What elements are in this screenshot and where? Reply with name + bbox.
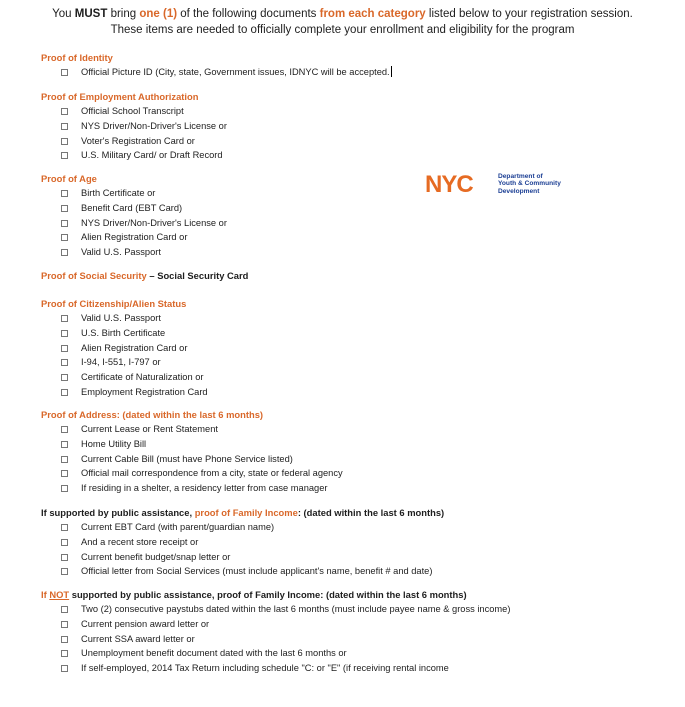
checkbox-icon[interactable] <box>61 554 68 561</box>
section-social-security <box>41 269 248 282</box>
checkbox-icon[interactable] <box>61 456 68 463</box>
list-item <box>41 520 444 535</box>
section-heading: Proof of Employment Authorization <box>41 91 199 102</box>
list-item <box>41 661 510 676</box>
section-heading: Proof of Age <box>41 173 97 184</box>
checklist <box>41 186 227 260</box>
checkbox-icon[interactable] <box>61 234 68 241</box>
checkbox-icon[interactable] <box>61 539 68 546</box>
list-item <box>41 466 343 481</box>
item-label: Home Utility Bill <box>81 438 147 449</box>
item-label: U.S. Birth Certificate <box>81 327 166 338</box>
item-label: Current Lease or Rent Statement <box>81 424 218 434</box>
list-item <box>41 632 510 647</box>
list-item <box>41 65 392 80</box>
item-label: Alien Registration Card or <box>81 342 188 353</box>
checkbox-icon[interactable] <box>61 315 68 322</box>
list-item <box>41 437 343 452</box>
checkbox-icon[interactable] <box>61 138 68 145</box>
list-item <box>41 119 227 134</box>
checkbox-icon[interactable] <box>61 636 68 643</box>
checkbox-icon[interactable] <box>61 374 68 381</box>
list-item <box>41 370 208 385</box>
checkbox-icon[interactable] <box>61 345 68 352</box>
intro-paragraph <box>40 7 645 38</box>
list-item <box>41 216 227 231</box>
item-label: Valid U.S. Passport <box>81 247 161 257</box>
item-label: NYS Driver/Non-Driver's License or <box>81 217 227 228</box>
section-heading <box>41 588 510 601</box>
item-label: Current benefit budget/snap letter or <box>81 551 231 562</box>
heading-part-highlight: If <box>41 589 50 600</box>
item-label: Current SSA award letter or <box>81 633 195 644</box>
list-item <box>41 230 227 245</box>
item-label: Official mail correspondence from a city, state or federal agency <box>81 468 343 479</box>
item-label: Current Cable Bill (must have Phone Service listed) <box>81 453 293 464</box>
item-label: Alien Registration Card or <box>81 232 188 243</box>
checklist <box>41 422 343 496</box>
item-label: I-94, I-551, I-797 or <box>81 357 161 368</box>
section-identity <box>41 51 392 80</box>
item-label: Employment Registration Card <box>81 386 208 397</box>
nyc-logo-mark: NYC <box>425 171 473 198</box>
logo-line: Youth & Community <box>498 180 561 188</box>
checkbox-icon[interactable] <box>61 205 68 212</box>
list-item <box>41 564 444 579</box>
checkbox-icon[interactable] <box>61 190 68 197</box>
checkbox-icon[interactable] <box>61 665 68 672</box>
section-citizenship <box>41 297 208 400</box>
checkbox-icon[interactable] <box>61 650 68 657</box>
list-item <box>41 617 510 632</box>
checkbox-icon[interactable] <box>61 359 68 366</box>
checkbox-icon[interactable] <box>61 524 68 531</box>
intro-text-1: You <box>52 8 75 20</box>
section-heading: Proof of Address: (dated within the last 6 months) <box>41 409 264 420</box>
checkbox-icon[interactable] <box>61 330 68 337</box>
checkbox-icon[interactable] <box>61 389 68 396</box>
item-label: Unemployment benefit document dated with the last 6 months or <box>81 648 347 659</box>
list-item <box>41 535 444 550</box>
section-not-public-assistance <box>41 588 510 676</box>
item-label: U.S. Military Card/ or Draft Record <box>81 150 223 161</box>
section-age <box>41 172 227 260</box>
item-label: If self-employed, 2014 Tax Return including schedule "C: or "E" (if receiving rental income <box>81 663 449 673</box>
checkbox-icon[interactable] <box>61 441 68 448</box>
item-label: Birth Certificate or <box>81 188 156 198</box>
heading-part: If supported by public assistance, <box>41 507 195 518</box>
heading-part: supported by public assistance, proof of Family Income: (dated within the last 6 months) <box>69 589 467 600</box>
intro-from-each-category: from each category <box>319 8 426 20</box>
item-label: Current pension award letter or <box>81 618 210 629</box>
item-label: If residing in a shelter, a residency letter from case manager <box>81 483 328 493</box>
item-label: NYS Driver/Non-Driver's License or <box>81 120 227 131</box>
list-item <box>41 355 208 370</box>
intro-must: MUST <box>74 8 108 20</box>
checkbox-icon[interactable] <box>61 108 68 115</box>
list-item <box>41 245 227 260</box>
nyc-dycd-logo <box>425 172 585 198</box>
section-employment <box>41 90 227 163</box>
text-cursor <box>391 66 392 77</box>
list-item <box>41 341 208 356</box>
intro-text-4: listed below to your registration session. These items are needed to officially complete your enrollment and eligibility for the program <box>110 8 633 36</box>
item-label: Benefit Card (EBT Card) <box>81 202 183 213</box>
item-label: Official Picture ID (City, state, Government issues, IDNYC will be accepted. <box>81 67 390 77</box>
list-item <box>41 134 227 149</box>
list-item <box>41 311 208 326</box>
heading-part-highlight: proof of Family Income <box>194 507 298 518</box>
list-item <box>41 104 227 119</box>
item-label: Certificate of Naturalization or <box>81 372 204 382</box>
list-item <box>41 602 510 617</box>
section-address <box>41 408 343 496</box>
section-heading: Proof of Identity <box>41 52 113 63</box>
item-label: And a recent store receipt or <box>81 536 199 547</box>
checkbox-icon[interactable] <box>61 123 68 130</box>
section-heading: Proof of Citizenship/Alien Status <box>41 298 187 309</box>
item-label: Voter's Registration Card or <box>81 135 195 146</box>
list-item <box>41 646 510 661</box>
section-public-assistance <box>41 506 444 579</box>
intro-text-2: bring <box>107 8 140 20</box>
checkbox-icon[interactable] <box>61 249 68 256</box>
heading-suffix: – Social Security Card <box>146 270 249 281</box>
intro-one: one (1) <box>139 8 178 20</box>
section-heading <box>41 269 248 282</box>
heading-part: : (dated within the last 6 months) <box>297 507 445 518</box>
logo-line: Development <box>498 187 540 195</box>
item-label: Current EBT Card (with parent/guardian name) <box>81 522 275 532</box>
heading-not-underlined: NOT <box>49 589 70 600</box>
item-label: Official letter from Social Services (must include applicant's name, benefit # and date) <box>81 566 433 577</box>
intro-text-3: of the following documents <box>177 8 320 20</box>
item-label: Valid U.S. Passport <box>81 313 161 323</box>
checkbox-icon[interactable] <box>61 426 68 433</box>
checkbox-icon[interactable] <box>61 69 68 76</box>
list-item <box>41 326 208 341</box>
logo-line: Department of <box>498 173 543 180</box>
section-heading <box>41 506 444 519</box>
checklist <box>41 104 227 163</box>
dycd-logo-text <box>498 173 561 195</box>
list-item <box>41 422 343 437</box>
checklist <box>41 311 208 400</box>
checkbox-icon[interactable] <box>61 485 68 492</box>
checkbox-icon[interactable] <box>61 220 68 227</box>
list-item <box>41 148 227 163</box>
checklist <box>41 602 510 676</box>
list-item <box>41 481 343 496</box>
checkbox-icon[interactable] <box>61 606 68 613</box>
checkbox-icon[interactable] <box>61 621 68 628</box>
item-label: Official School Transcript <box>81 106 184 116</box>
heading-label: Proof of Social Security <box>41 270 147 281</box>
checkbox-icon[interactable] <box>61 470 68 477</box>
list-item <box>41 550 444 565</box>
checkbox-icon[interactable] <box>61 152 68 159</box>
list-item <box>41 201 227 216</box>
checkbox-icon[interactable] <box>61 568 68 575</box>
checklist <box>41 520 444 579</box>
list-item <box>41 452 343 467</box>
checklist <box>41 65 392 80</box>
list-item <box>41 385 208 400</box>
list-item <box>41 186 227 201</box>
item-label: Two (2) consecutive paystubs dated within the last 6 months (must include payee name & gross income) <box>81 604 511 614</box>
